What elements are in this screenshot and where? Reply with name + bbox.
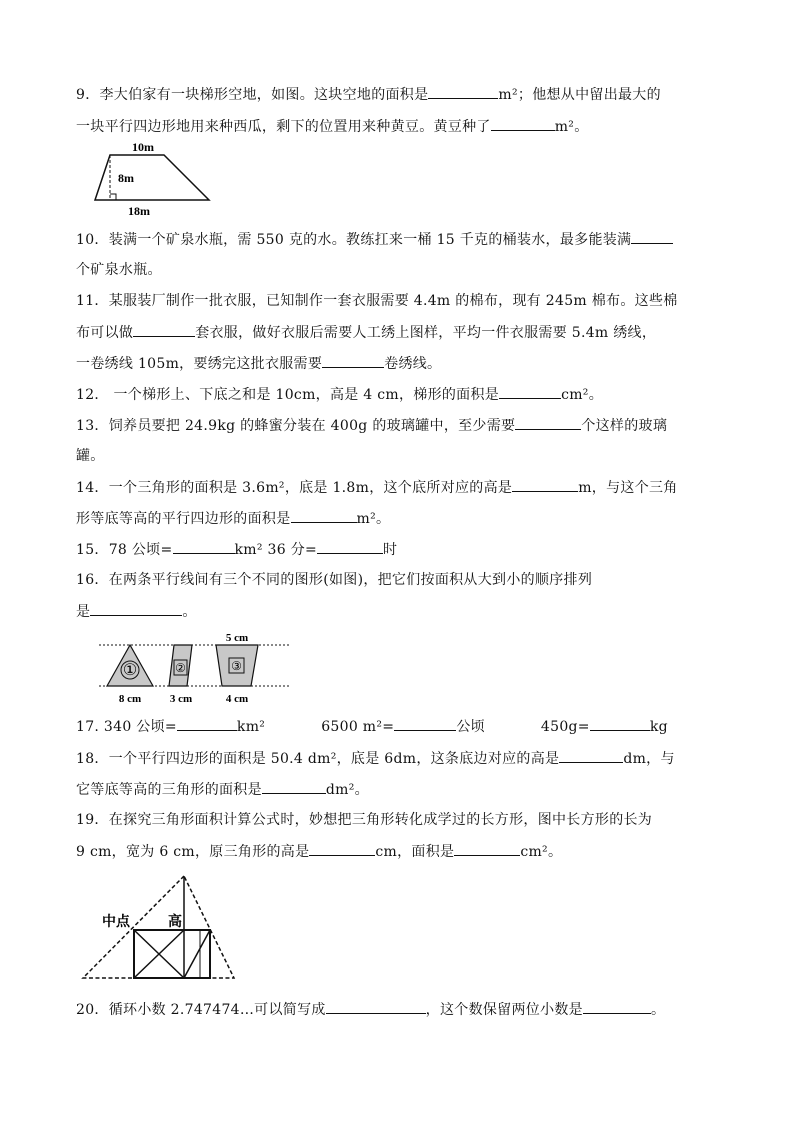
answer-blank[interactable] <box>583 999 651 1014</box>
q18-line1 <box>76 748 675 769</box>
height-label: 8m <box>118 171 134 185</box>
q9-line1 <box>76 84 661 105</box>
answer-blank[interactable] <box>309 841 375 856</box>
inner-rectangle <box>134 930 210 978</box>
dim-top-label: 5 cm <box>225 632 249 644</box>
q12-text: 12． 一个梯形上、下底之和是 10cm，高是 4 cm，梯形的面积是 <box>76 387 500 403</box>
shape1-label: ① <box>122 662 138 679</box>
q18-text: dm，与 <box>623 751 675 767</box>
height-label: 高 <box>168 915 182 930</box>
q10-text: 个矿泉水瓶。 <box>76 262 162 278</box>
q12-text: cm²。 <box>561 387 604 403</box>
answer-blank[interactable] <box>454 841 520 856</box>
three-shapes-figure <box>95 630 295 706</box>
q11-text: 一卷绣线 105m，要绣完这批衣服需要 <box>76 356 323 372</box>
answer-blank[interactable] <box>631 229 673 244</box>
q18-line2 <box>76 779 369 800</box>
q14-line2 <box>76 508 390 529</box>
q16-text: 是 <box>76 604 91 620</box>
answer-blank[interactable] <box>590 716 650 731</box>
q10-line2 <box>76 260 162 280</box>
q13-text: 个这样的玻璃 <box>581 418 668 434</box>
answer-blank[interactable] <box>491 116 555 131</box>
q11-text: 套衣服，做好衣服后需要人工绣上图样，平均一件衣服需要 5.4m 绣线， <box>195 325 657 341</box>
q13-line1 <box>76 415 667 436</box>
bottom-base-label: 18m <box>128 204 150 218</box>
q15-line <box>76 539 397 560</box>
q18-text: dm²。 <box>325 782 369 798</box>
q12-line <box>76 384 603 405</box>
q20-line <box>76 999 665 1020</box>
q19-line1 <box>76 810 652 830</box>
shape2-label: ② <box>175 661 186 675</box>
answer-blank[interactable] <box>133 322 195 337</box>
right-angle-mark <box>110 194 116 200</box>
q16-text: 16．在两条平行线间有三个不同的图形(如图)，把它们按面积从大到小的顺序排列 <box>76 572 593 588</box>
q10-text: 10．装满一个矿泉水瓶，需 550 克的水。教练扛来一桶 15 千克的桶装水，最多能装满 <box>76 232 632 248</box>
q17-line <box>76 716 668 737</box>
q11-text: 11．某服装厂制作一批衣服，已知制作一套衣服需要 4.4m 的棉布，现有 245m 棉布。这些棉 <box>76 293 678 309</box>
q17-text: km² <box>236 719 266 735</box>
cut-line-right <box>184 930 210 978</box>
q14-text: m，与这个三角 <box>578 480 678 496</box>
q13-line2 <box>76 446 105 466</box>
answer-blank[interactable] <box>322 353 384 368</box>
q10-line1 <box>76 229 673 250</box>
answer-blank[interactable] <box>515 415 581 430</box>
q20-text: 20．循环小数 2.747474…可以简写成 <box>76 1002 326 1018</box>
answer-blank[interactable] <box>177 716 237 731</box>
dim3-label: 4 cm <box>225 693 249 705</box>
shape3-label: ③ <box>231 659 242 673</box>
answer-blank[interactable] <box>262 779 326 794</box>
trapezoid-shape <box>95 155 209 200</box>
q18-text: 18．一个平行四边形的面积是 50.4 dm²，底是 6dm，这条底边对应的高是 <box>76 751 560 767</box>
q15-text: km² 36 分= <box>234 542 318 558</box>
q9-text: m²。 <box>554 119 589 135</box>
q17-text: 公顷 <box>456 719 485 735</box>
midpoint-label: 中点 <box>102 915 130 930</box>
q17-text: 450g= <box>540 719 590 735</box>
q16-text: 。 <box>182 604 197 620</box>
q20-text: ，这个数保留两位小数是 <box>425 1002 583 1018</box>
answer-blank[interactable] <box>499 384 561 399</box>
answer-blank[interactable] <box>317 539 383 554</box>
q20-text: 。 <box>650 1002 666 1018</box>
answer-blank[interactable] <box>428 84 498 99</box>
answer-blank[interactable] <box>291 508 357 523</box>
q11-text: 布可以做 <box>76 325 134 341</box>
top-base-label: 10m <box>132 140 154 154</box>
trapezoid-figure <box>88 138 218 220</box>
q19-text: 9 cm，宽为 6 cm，原三角形的高是 <box>76 844 310 860</box>
q9-text: 9．李大伯家有一块梯形空地，如图。这块空地的面积是 <box>76 87 429 103</box>
answer-blank[interactable] <box>394 716 456 731</box>
q13-text: 13．饲养员要把 24.9kg 的蜂蜜分装在 400g 的玻璃罐中，至少需要 <box>76 418 516 434</box>
q11-text: 卷绣线。 <box>384 356 442 372</box>
q19-text: cm²。 <box>520 844 563 860</box>
q15-text: 时 <box>383 542 398 558</box>
q15-text: 15．78 公顷= <box>76 542 173 558</box>
q9-text: 一块平行四边形地用来种西瓜，剩下的位置用来种黄豆。黄豆种了 <box>76 119 491 135</box>
answer-blank[interactable] <box>559 748 623 763</box>
q17-text: 17. 340 公顷= <box>76 719 177 735</box>
q19-text: cm，面积是 <box>375 844 455 860</box>
q14-text: 14．一个三角形的面积是 3.6m²，底是 1.8m，这个底所对应的高是 <box>76 480 513 496</box>
q11-line1 <box>76 291 678 311</box>
q11-line2 <box>76 322 656 343</box>
q11-line3 <box>76 353 441 374</box>
answer-blank[interactable] <box>173 539 235 554</box>
q14-text: 形等底等高的平行四边形的面积是 <box>76 511 291 527</box>
q9-line2 <box>76 116 589 137</box>
dim1-label: 8 cm <box>118 693 142 705</box>
q14-text: m²。 <box>356 511 391 527</box>
q18-text: 它等底等高的三角形的面积是 <box>76 782 262 798</box>
q19-line2 <box>76 841 562 862</box>
answer-blank[interactable] <box>512 477 578 492</box>
q9-text: m²；他想从中留出最大的 <box>498 87 661 103</box>
q17-text: 6500 m²= <box>321 719 395 735</box>
dim2-label: 3 cm <box>169 693 193 705</box>
answer-blank[interactable] <box>90 601 182 616</box>
q14-line1 <box>76 477 678 498</box>
q13-text: 罐。 <box>76 448 105 464</box>
triangle-rectangle-figure <box>80 872 240 984</box>
q16-line2 <box>76 601 197 622</box>
answer-blank[interactable] <box>326 999 426 1014</box>
q17-text: kg <box>649 719 668 735</box>
q16-line1 <box>76 570 592 590</box>
q19-text: 19．在探究三角形面积计算公式时，妙想把三角形转化成学过的长方形，图中长方形的长为 <box>76 812 653 828</box>
